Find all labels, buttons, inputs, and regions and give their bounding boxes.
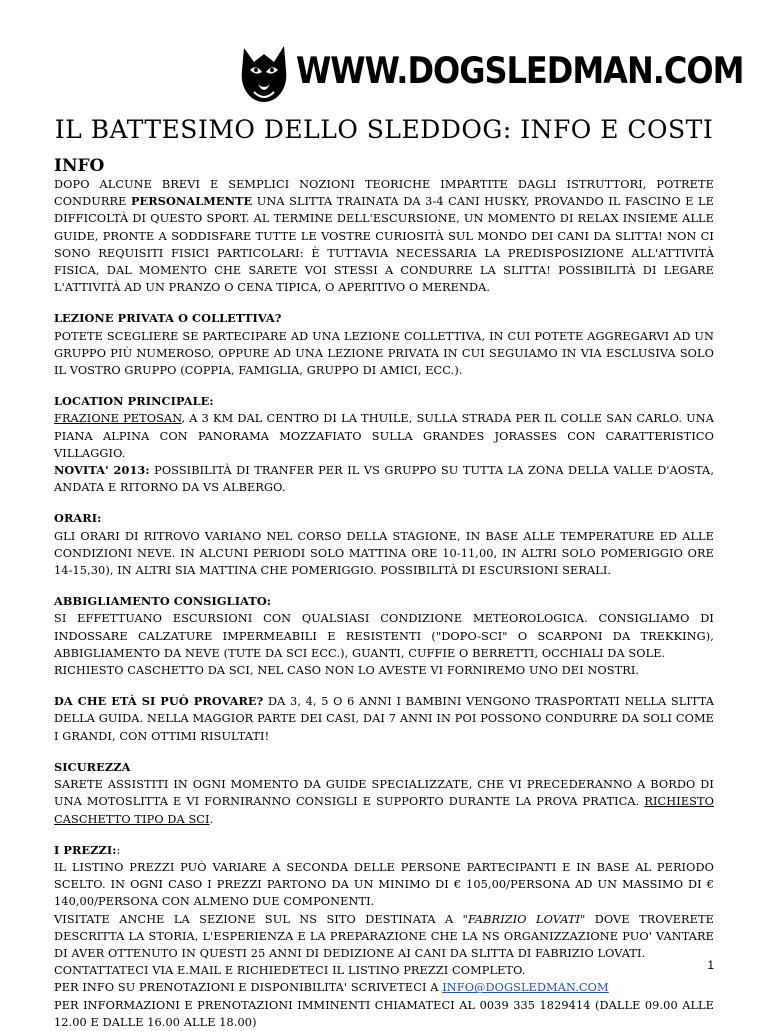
abbigliamento-paragraph-2: RICHIESTO CASCHETTO DA SCI, NEL CASO NON LO AVESTE VI FORNIREMO UNO DEI NOSTRI.	[54, 664, 640, 678]
husky-mascot-icon	[236, 40, 292, 108]
section-heading-eta: DA CHE ETÀ SI PUÒ PROVARE?	[54, 694, 264, 709]
sicurezza-paragraph: SARETE ASSISTITI IN OGNI MOMENTO DA GUIDE SPECIALIZZATE, CHE VI PRECEDERANNO A BORDO DI UNA MOTOSLITTA E VI FORNIRANNO CONSIGLI E SUPPORTO DURANTE LA PROVA PRATICA. RICHIESTO CASCHETTO TIPO DA SCI.	[54, 778, 714, 826]
page-title: IL BATTESIMO DELLO SLEDDOG: INFO E COSTI	[54, 115, 714, 144]
section-heading-lezione: LEZIONE PRIVATA O COLLETTIVA?	[54, 311, 282, 326]
page-number: 1	[707, 958, 714, 972]
orari-paragraph: GLI ORARI DI RITROVO VARIANO NEL CORSO DELLA STAGIONE, IN BASE ALLE TEMPERATURE ED ALLE CONDIZIONI NEVE. IN ALCUNI PERIODI SOLO MATTINA ORE 10-11,00, IN ALTRI SOLO POMERIGGIO ORE 14-15,30), IN ALTRI SIA MATTINA CHE POMERIGGIO. POSSIBILITÀ DI ESCURSIONI SERALI.	[54, 529, 714, 578]
info-paragraph: DOPO ALCUNE BREVI E SEMPLICI NOZIONI TEORICHE IMPARTITE DAGLI ISTRUTTORI, POTRETE CONDURRE PERSONALMENTE UNA SLITTA TRAINATA DA 3-4 CANI HUSKY, PROVANDO IL FASCINO E LE DIFFICOLTÀ DI QUESTO SPORT. AL TERMINE DELL'ESCURSIONE, UN MOMENTO DI RELAX INSIEME ALLE GUIDE, PRONTE A SODDISFARE TUTTE LE VOSTRE CURIOSITÀ SUL MONDO DEI CANI DA SLITTA! NON CI SONO REQUISITI FISICI PARTICOLARI: È TUTTAVIA NECESSARIA LA PREDISPOSIZIONE ALL'ATTIVITÀ FISICA, DAL MOMENTO CHE SARETE VOI STESSI A CONDURRE LA SLITTA! POSSIBILITÀ DI LEGARE L'ATTIVITÀ AD UN PRANZO O CENA TIPICA, O APERITIVO O MERENDA.	[54, 178, 714, 295]
logo-text: WWW.DOGSLEDMAN.COM	[296, 48, 744, 93]
email-line: PER INFO SU PRENOTAZIONI E DISPONIBILITA' SCRIVETECI A INFO@DOGSLEDMAN.COM	[54, 981, 609, 995]
emphasis-personalmente: PERSONALMENTE	[130, 194, 253, 209]
document-body	[54, 176, 714, 1031]
visitate-paragraph: VISITATE ANCHE LA SEZIONE SUL NS SITO DESTINATA A "FABRIZIO LOVATI" DOVE TROVERETE DESCRITTA LA STORIA, L'ESPERIENZA E LA PREPARAZIONE CHE LA NS ORGANIZZAZIONE PUO' VANTARE DI AVER OTTENUTO IN QUESTI 25 ANNI DI DEDIZIONE AI CANI DA SLITTA DI FABRIZIO LOVATI.	[54, 912, 714, 960]
fabrizio-lovati-ref: FABRIZIO LOVATI	[467, 912, 581, 926]
logo	[236, 40, 744, 108]
abbigliamento-paragraph: SI EFFETTUANO ESCURSIONI CON QUALSIASI CONDIZIONE METEOROLOGICA. CONSIGLIAMO DI INDOSSARE CALZATURE IMPERMEABILI E RESISTENTI ("DOPO-SCI" O SCARPONI DA TREKKING), ABBIGLIAMENTO DA NEVE (TUTE DA SCI ECC.), GUANTI, CUFFIE O BERRETTI, OCCHIALI DA SOLE.	[54, 612, 714, 660]
contatti-line: CONTATTATECI VIA E.MAIL E RICHIEDETECI IL LISTINO PREZZI COMPLETO.	[54, 964, 526, 978]
section-heading-location: LOCATION PRINCIPALE:	[54, 394, 214, 409]
section-heading-sicurezza: SICUREZZA	[54, 759, 131, 774]
section-heading-orari: ORARI:	[54, 511, 102, 526]
caschetto-note: RICHIESTO CASCHETTO TIPO DA SCI	[54, 795, 714, 826]
section-heading-prezzi: I PREZZI::	[54, 842, 121, 857]
lezione-paragraph: POTETE SCEGLIERE SE PARTECIPARE AD UNA LEZIONE COLLETTIVA, IN CUI POTETE AGGREGARVI AD UN GRUPPO PIÙ NUMEROSO, OPPURE AD UNA LEZIONE PRIVATA IN CUI SEGUIAMO IN VIA ESCLUSIVA SOLO IL VOSTRO GRUPPO (COPPIA, FAMIGLIA, GRUPPO DI AMICI, ECC.).	[54, 329, 714, 378]
novita-paragraph: NOVITA' 2013: POSSIBILITÀ DI TRANFER PER IL VS GRUPPO SU TUTTA LA ZONA DELLA VALLE D'AOSTA, ANDATA E RITORNO DA VS ALBERGO.	[54, 463, 715, 495]
prezzi-paragraph: IL LISTINO PREZZI PUÒ VARIARE A SECONDA DELLE PERSONE PARTECIPANTI E IN BASE AL PERIODO SCELTO. IN OGNI CASO I PREZZI PARTONO DA UN MINIMO DI € 105,00/PERSONA AD UN MASSIMO DI € 140,00/PERSONA CON ALMENO DUE COMPONENTI.	[54, 860, 714, 909]
telefono-paragraph: PER INFORMAZIONI E PRENOTAZIONI IMMINENTI CHIAMATECI AL 0039 335 1829414 (DALLE 09.00 ALLE 12.00 E DALLE 16.00 ALLE 18.00)	[54, 998, 714, 1029]
section-heading-info: INFO	[54, 156, 105, 176]
novita-label: NOVITA' 2013:	[54, 463, 150, 478]
eta-paragraph: DA CHE ETÀ SI PUÒ PROVARE? DA 3, 4, 5 O 6 ANNI I BAMBINI VENGONO TRASPORTATI NELLA SLITTA DELLA GUIDA. NELLA MAGGIOR PARTE DEI CASI, DAI 7 ANNI IN POI POSSONO CONDURRE DA SOLI COME I GRANDI, CON OTTIMI RISULTATI!	[54, 694, 714, 743]
section-heading-abbigliamento: ABBIGLIAMENTO CONSIGLIATO:	[54, 594, 272, 609]
location-paragraph: FRAZIONE PETOSAN, A 3 KM DAL CENTRO DI LA THUILE, SULLA STRADA PER IL COLLE SAN CARLO. UNA PIANA ALPINA CON PANORAMA MOZZAFIATO SULLA GRANDES JORASSES CON CARATTERISTICO VILLAGGIO.	[54, 412, 714, 460]
location-link[interactable]: FRAZIONE PETOSAN	[54, 412, 182, 426]
email-link[interactable]: INFO@DOGSLEDMAN.COM	[442, 981, 609, 995]
